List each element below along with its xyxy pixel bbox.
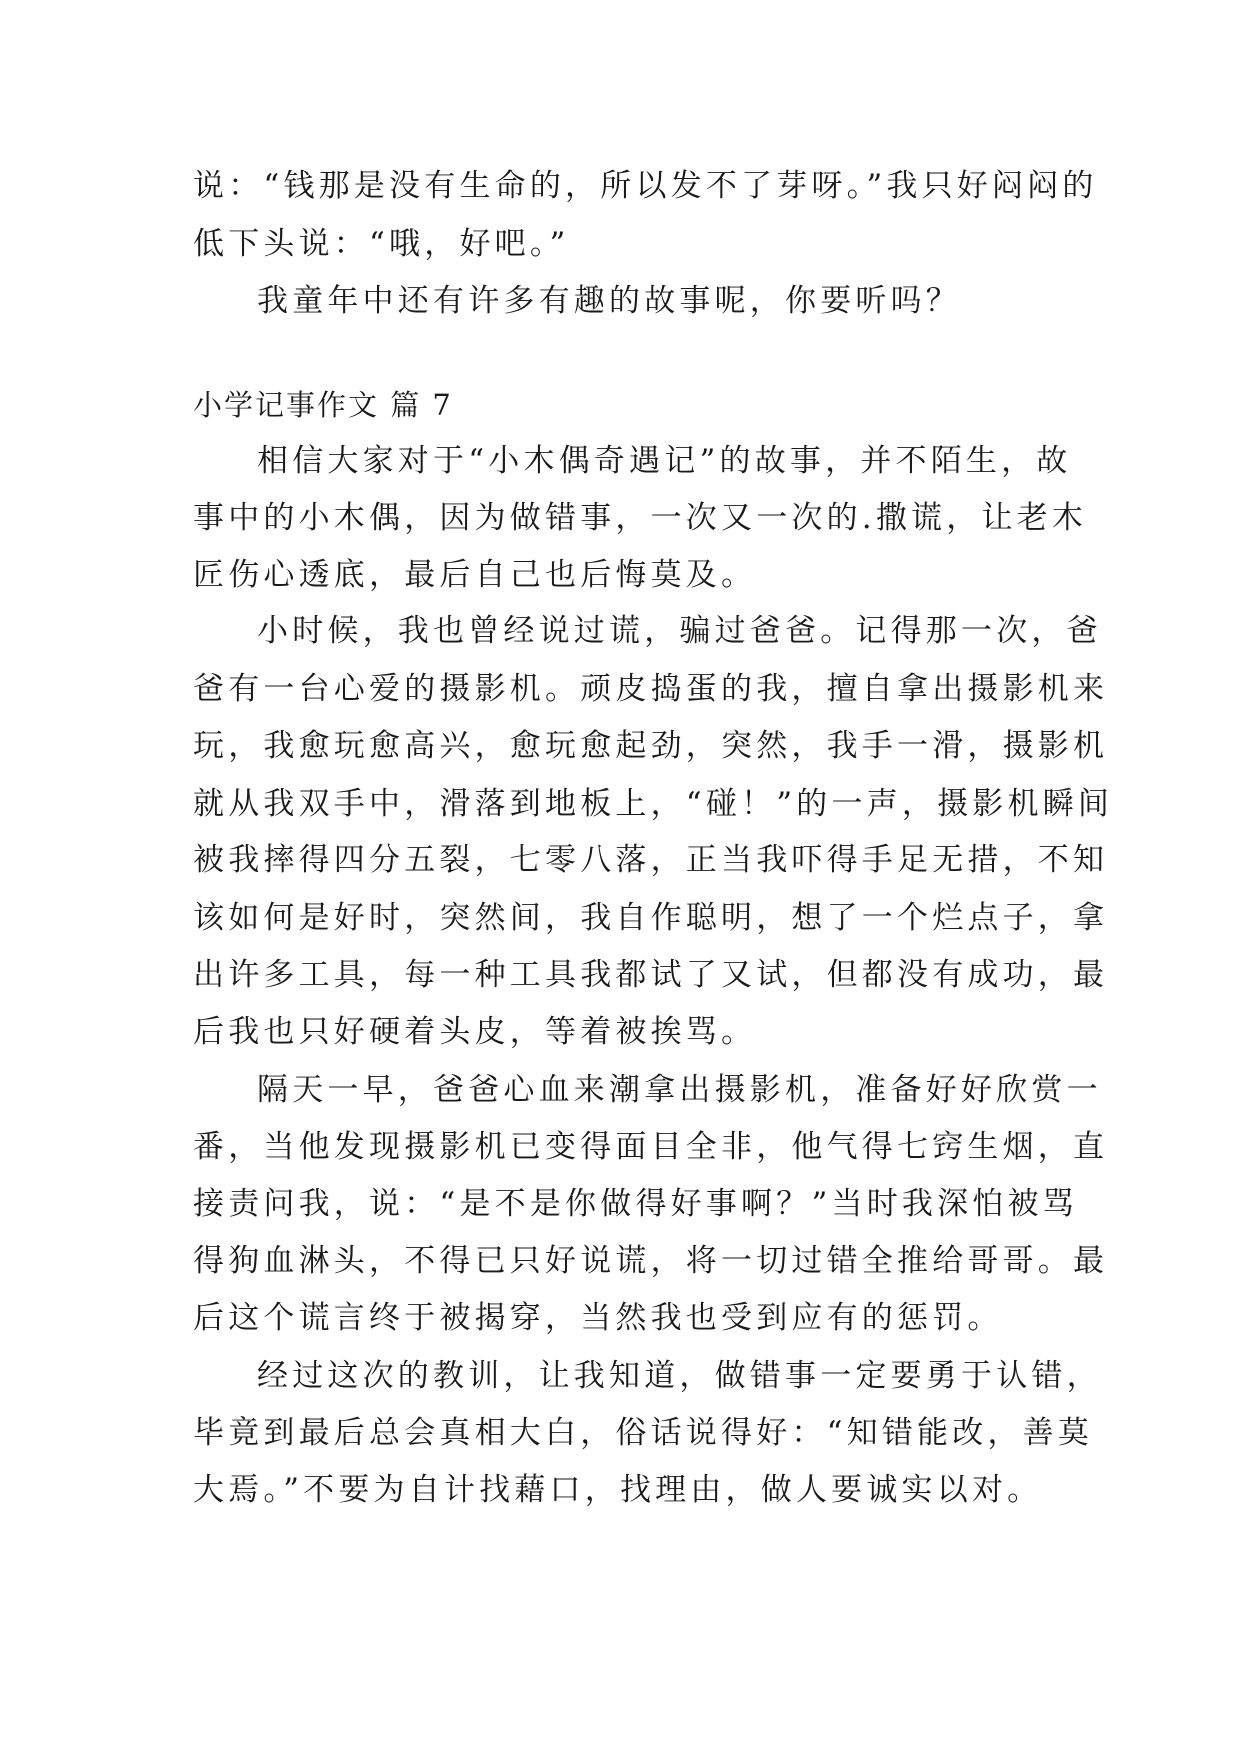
text-line: 隔天一早，爸爸心血来潮拿出摄影机，准备好好欣赏一: [257, 1072, 1102, 1108]
section-heading: 小学记事作文 篇 7: [193, 388, 453, 422]
text-line: 接责问我，说：“是不是你做得好事啊？”当时我深怕被骂: [193, 1186, 1078, 1222]
text-line: 出许多工具，每一种工具我都试了又试，但都没有成功，最: [193, 957, 1109, 993]
text-line: 被我摔得四分五裂，七零八落，正当我吓得手足无措，不知: [193, 842, 1109, 878]
text-line: 玩，我愈玩愈高兴，愈玩愈起劲，突然，我手一滑，摄影机: [193, 728, 1109, 764]
text-line: 爸有一台心爱的摄影机。顽皮捣蛋的我，擅自拿出摄影机来: [193, 671, 1109, 707]
text-line: 毕竟到最后总会真相大白，俗话说得好：“知错能改，善莫: [193, 1415, 1094, 1451]
text-line: 相信大家对于“小木偶奇遇记”的故事，并不陌生，故: [257, 443, 1072, 479]
text-line: 小时候，我也曾经说过谎，骗过爸爸。记得那一次，爸: [257, 613, 1102, 649]
text-line: 后我也只好硬着头皮，等着被挨骂。: [193, 1014, 757, 1050]
text-line: 番，当他发现摄影机已变得面目全非，他气得七窍生烟，直: [193, 1129, 1109, 1165]
text-line: 大焉。”不要为自计找藉口，找理由，做人要诚实以对。: [193, 1472, 1043, 1508]
text-line: 该如何是好时，突然间，我自作聪明，想了一个烂点子，拿: [193, 900, 1109, 936]
text-line: 低下头说：“哦，好吧。”: [193, 226, 570, 262]
text-line: 得狗血淋头，不得已只好说谎，将一切过错全推给哥哥。最: [193, 1243, 1109, 1279]
text-line: 我童年中还有许多有趣的故事呢，你要听吗？: [257, 283, 961, 319]
text-line: 事中的小木偶，因为做错事，一次又一次的.撒谎，让老木: [193, 500, 1088, 536]
text-line: 说：“钱那是没有生命的，所以发不了芽呀。”我只好闷闷的: [193, 168, 1098, 204]
text-line: 匠伤心透底，最后自己也后悔莫及。: [193, 557, 757, 593]
text-line: 经过这次的教训，让我知道，做错事一定要勇于认错，: [257, 1358, 1102, 1394]
text-line: 后这个谎言终于被揭穿，当然我也受到应有的惩罚。: [193, 1300, 1003, 1336]
text-line: 就从我双手中，滑落到地板上，“碰！”的一声，摄影机瞬间: [193, 786, 1114, 822]
